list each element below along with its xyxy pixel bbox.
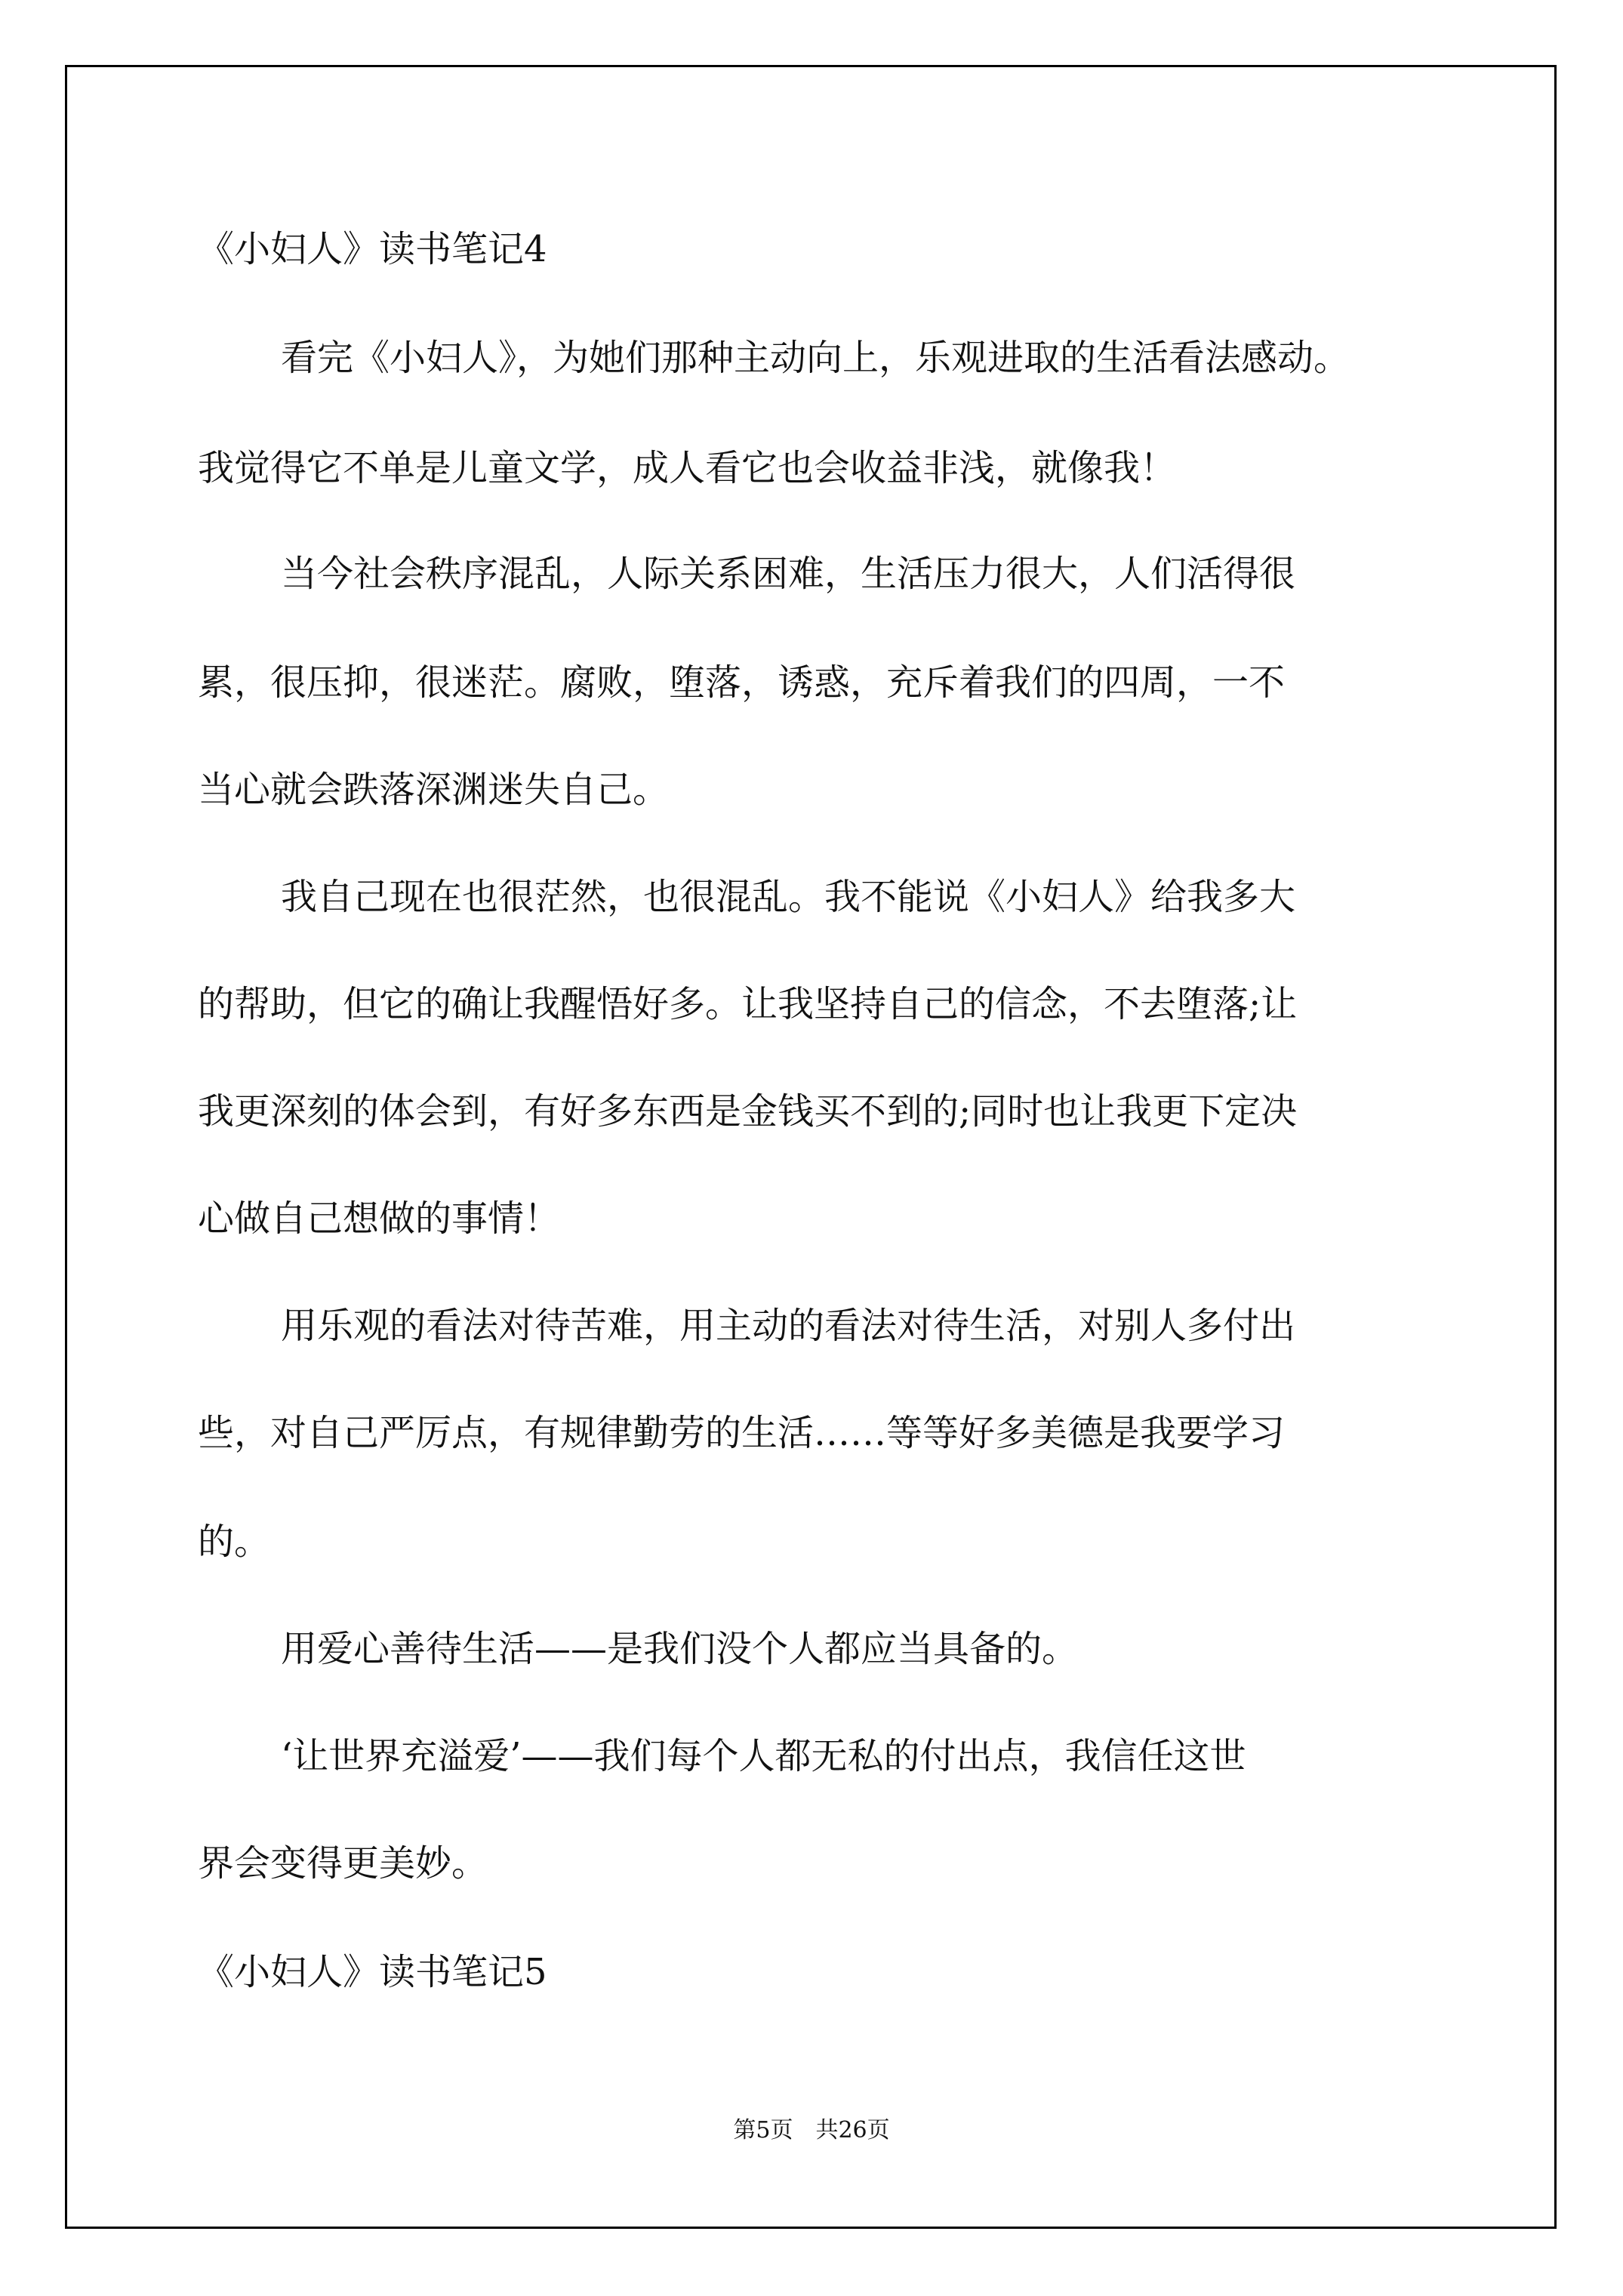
paragraph-line: 当心就会跌落深渊迷失自己。: [198, 769, 670, 811]
paragraph-line: 我更深刻的体会到，有好多东西是金钱买不到的;同时也让我更下定决: [198, 1090, 1298, 1133]
paragraph-line: 的帮助，但它的确让我醒悟好多。让我坚持自己的信念，不去堕落;让: [198, 983, 1298, 1025]
page-number-footer: 第5页 共26页: [733, 2117, 890, 2143]
paragraph-line: 看完《小妇人》，为她们那种主动向上，乐观进取的生活看法感动。: [281, 337, 1350, 379]
paragraph-line: 累，很压抑，很迷茫。腐败，堕落，诱惑，充斥着我们的四周，一不: [198, 661, 1286, 704]
section-heading-4: 《小妇人》读书笔记4: [198, 228, 547, 270]
paragraph-line: 当今社会秩序混乱，人际关系困难，生活压力很大，人们活得很: [281, 553, 1296, 595]
section-heading-5: 《小妇人》读书笔记5: [198, 1951, 547, 1993]
paragraph-line: 的。: [198, 1521, 271, 1563]
page-border: [65, 65, 1557, 2229]
paragraph-line: 界会变得更美妙。: [198, 1842, 488, 1885]
paragraph-line: 用乐观的看法对待苦难，用主动的看法对待生活，对别人多付出: [281, 1305, 1296, 1347]
paragraph-line: 心做自己想做的事情！: [198, 1197, 561, 1240]
paragraph-line: ‘让世界充溢爱’——我们每个人都无私的付出点，我信任这世: [281, 1735, 1246, 1777]
paragraph-line: 用爱心善待生活——是我们没个人都应当具备的。: [281, 1628, 1079, 1670]
paragraph-line: 我觉得它不单是儿童文学，成人看它也会收益非浅，就像我！: [198, 447, 1177, 489]
paragraph-line: 些，对自己严厉点，有规律勤劳的生活……等等好多美德是我要学习: [198, 1412, 1286, 1454]
paragraph-line: 我自己现在也很茫然，也很混乱。我不能说《小妇人》给我多大: [281, 876, 1296, 918]
